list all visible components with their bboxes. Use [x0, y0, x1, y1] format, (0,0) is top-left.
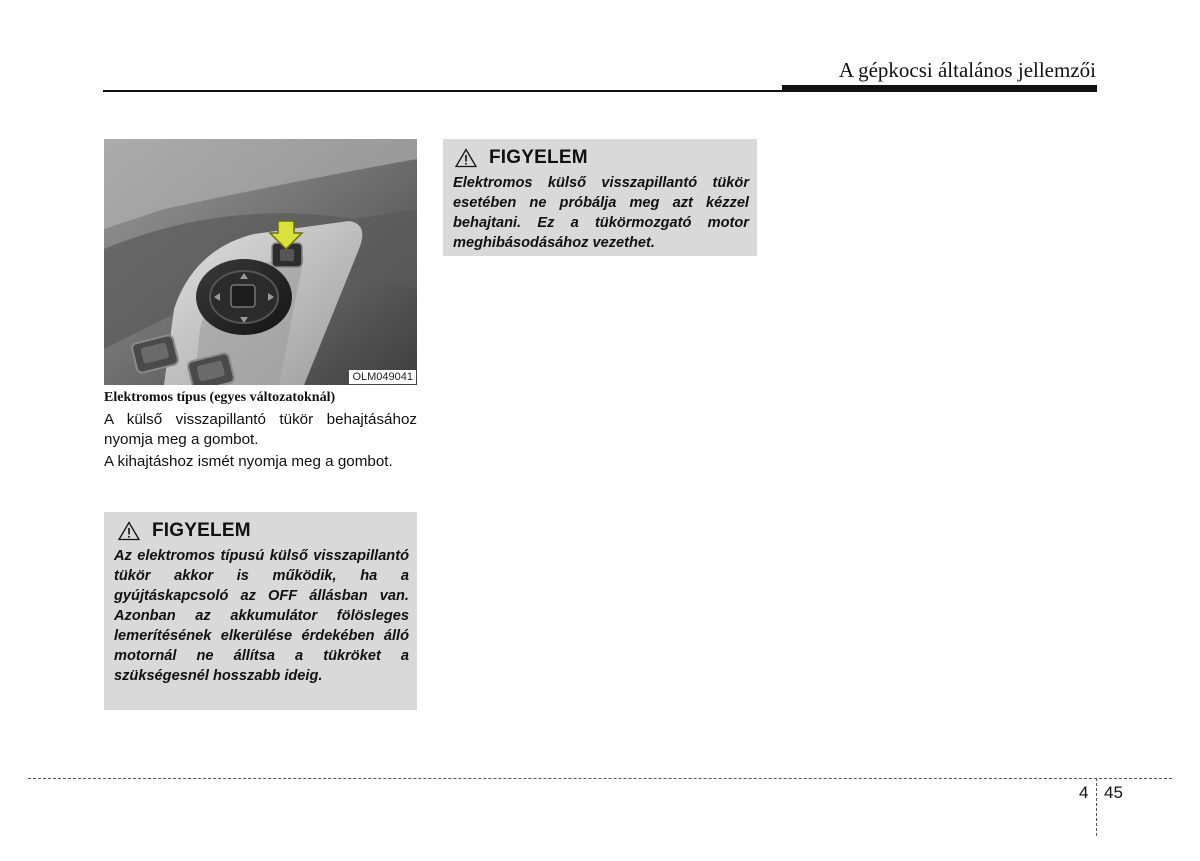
header-rule-accent: [782, 85, 1097, 92]
warning-text: Az elektromos típusú külső visszapillantó tükör akkor is működik, ha a gyújtáskapcsoló az OFF állásban van. Azonban az akkumulátor fölösleges lemerítésének elkerülése érdekében álló motornál ne állítsa a tükröket a szükségesnél hosszabb ideig.: [114, 548, 409, 684]
warning-title: FIGYELEM: [152, 520, 251, 541]
body-paragraph: A külső visszapillantó tükör behajtásához nyomja meg a gombot.: [104, 411, 417, 448]
warning-box: [104, 512, 417, 710]
body-paragraph: A kihajtáshoz ismét nyomja meg a gombot.: [104, 453, 393, 470]
figure-caption: Elektromos típus (egyes változatoknál): [104, 390, 336, 405]
footer-rule: [28, 778, 1172, 779]
warning-text: Elektromos külső visszapillantó tükör esetében ne próbálja meg azt kézzel behajtani. Ez a tükörmozgató motor meghibásodásához vezethet.: [453, 175, 749, 251]
chapter-number: 4: [1079, 783, 1089, 802]
page-number: 45: [1104, 783, 1123, 802]
warning-header: [118, 520, 251, 542]
figure-code: OLM049041: [349, 370, 416, 384]
warning-triangle-icon: [118, 521, 140, 541]
warning-header: [455, 147, 588, 169]
mirror-switch-photo: [104, 139, 417, 385]
warning-triangle-icon: [455, 148, 477, 168]
footer-divider: [1096, 778, 1097, 836]
mirror-control-pad: [196, 259, 292, 335]
warning-box: [443, 139, 757, 256]
warning-title: FIGYELEM: [489, 147, 588, 168]
section-title: A gépkocsi általános jellemzői: [838, 58, 1096, 82]
door-panel-illustration: [104, 139, 417, 385]
